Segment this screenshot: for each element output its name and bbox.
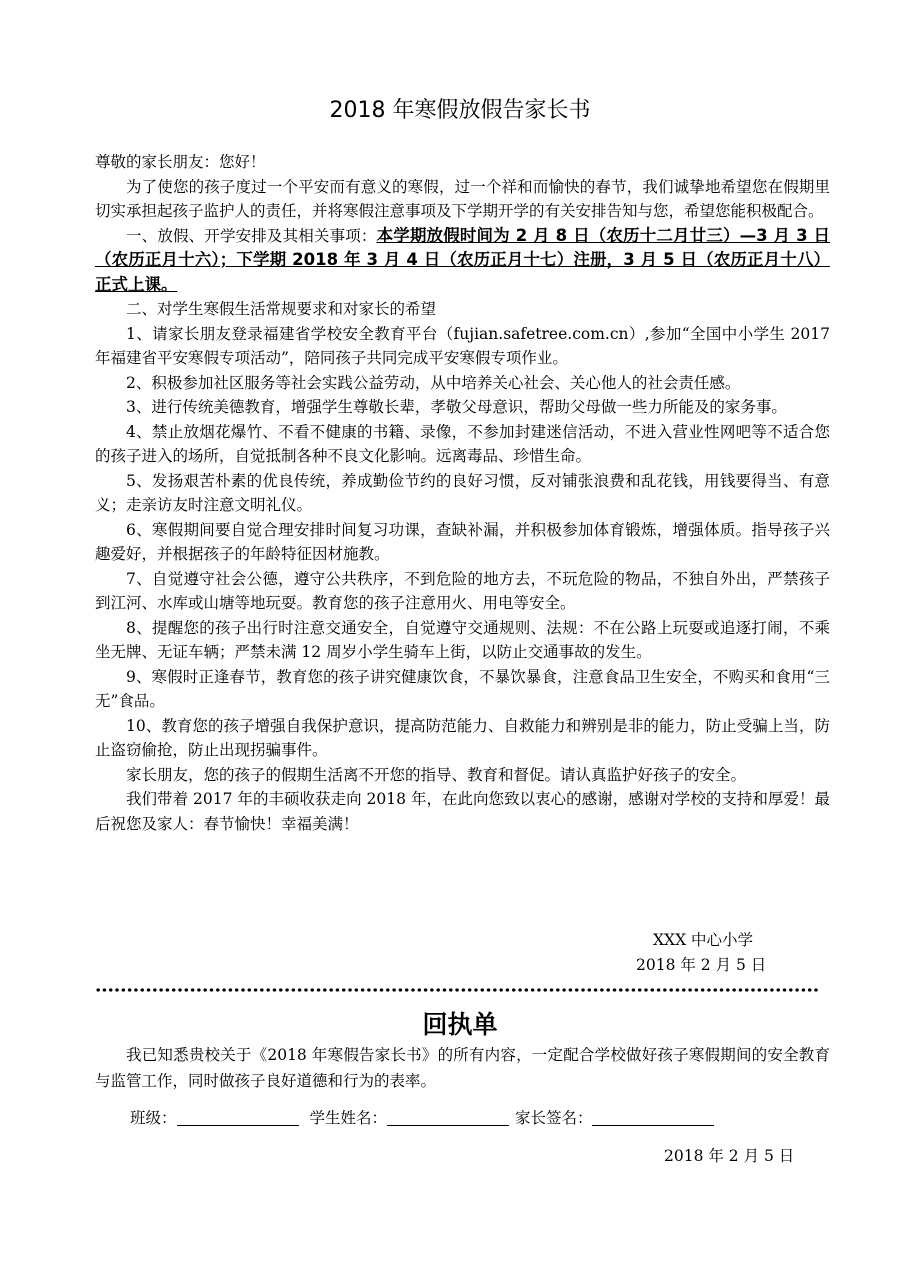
closing-paragraph: 家长朋友，您的孩子的假期生活离不开您的指导、教育和督促。请认真监护好孩子的安全。 (126, 765, 747, 784)
intro-paragraph: 为了使您的孩子度过一个平安而有意义的寒假，过一个祥和而愉快的春节，我们诚挚地希望您在假期里切实承担起孩子监护人的责任，并将寒假注意事项及下学期开学的有关安排告知与您，希望您能积极配合。 (95, 177, 830, 220)
receipt-paragraph: 我已知悉贵校关于《2018 年寒假告家长书》的所有内容，一定配合学校做好孩子寒假期间的安全教育与监管工作，同时做孩子良好道德和行为的表率。 (95, 1046, 830, 1090)
list-item: 4、禁止放烟花爆竹、不看不健康的书籍、录像，不参加封建迷信活动，不进入营业性网吧等不适合您的孩子进入的场所，自觉抵制各种不良文化影响。远离毒品、珍惜生命。 (95, 422, 830, 465)
closing-paragraph: 我们带着 2017 年的丰硕收获走向 2018 年，在此向您致以衷心的感谢，感谢对学校的支持和厚爱！最后祝您及家人：春节愉快！幸福美满！ (95, 790, 830, 833)
section-1-label: 一、放假、开学安排及其相关事项： (126, 226, 377, 245)
list-item: 2、积极参加社区服务等社会实践公益劳动，从中培养关心社会、关心他人的社会责任感。 (126, 373, 741, 392)
schedule-highlight: 本学期放假时间为 2 月 8 日（农历十二月廿三）—3 月 3 日（农历正月十六）；下学期 2018 年 3 月 4 日（农历正月十七）注册，3 月 5 日（农历正月十八）正式上课。 (95, 225, 830, 294)
receipt-text (95, 1042, 830, 1094)
receipt-title: 回执单 (422, 1010, 498, 1039)
student-name-blank-field[interactable] (387, 1107, 509, 1126)
receipt-date: 2018 年 2 月 5 日 (664, 1147, 795, 1165)
page-title: 2018 年寒假放假告家长书 (329, 98, 591, 123)
greeting: 尊敬的家长朋友：您好！ (95, 153, 266, 171)
letter-date: 2018 年 2 月 5 日 (636, 956, 767, 974)
class-label: 班级： (130, 1109, 177, 1127)
section-1 (95, 224, 830, 298)
list-item: 6、寒假期间要自觉合理安排时间复习功课，查缺补漏，并积极参加体育锻炼，增强体质。指导孩子兴趣爱好，并根据孩子的年龄特征因材施教。 (95, 520, 830, 563)
list-item: 1、请家长朋友登录福建省学校安全教育平台（fujian.safetree.com.cn）,参加“全国中小学生 2017 年福建省平安寒假专项活动”，陪同孩子共同完成平安寒假专项作业。 (95, 324, 830, 367)
class-blank-field[interactable] (177, 1107, 299, 1126)
list-item: 7、自觉遵守社会公德，遵守公共秩序，不到危险的地方去，不玩危险的物品，不独自外出，严禁孩子到江河、水库或山塘等地玩耍。教育您的孩子注意用火、用电等安全。 (95, 569, 830, 612)
list-item: 8、提醒您的孩子出行时注意交通安全，自觉遵守交通规则、法规：不在公路上玩耍或追逐打闹，不乘坐无牌、无证车辆；严禁未满 12 周岁小学生骑车上街，以防止交通事故的发生。 (95, 618, 830, 661)
letter-body (95, 150, 830, 836)
cut-line-divider (95, 987, 820, 993)
list-item: 10、教育您的孩子增强自我保护意识，提高防范能力、自救能力和辨别是非的能力，防止受骗上当，防止盗窃偷抢，防止出现拐骗事件。 (95, 716, 830, 759)
school-signature: XXX 中心小学 (653, 931, 754, 949)
list-item: 9、寒假时正逢春节，教育您的孩子讲究健康饮食，不暴饮暴食，注意食品卫生安全，不购买和食用“三无”食品。 (95, 667, 830, 710)
list-item: 5、发扬艰苦朴素的优良传统，养成勤俭节约的良好习惯，反对铺张浪费和乱花钱，用钱要得当、有意义；走亲访友时注意文明礼仪。 (95, 471, 830, 514)
student-name-label: 学生姓名： (309, 1109, 387, 1127)
parent-signature-blank-field[interactable] (592, 1107, 714, 1126)
receipt-fields (130, 1106, 720, 1130)
parent-signature-label: 家长签名： (514, 1109, 593, 1127)
section-2-heading: 二、对学生寒假生活常规要求和对家长的希望 (126, 300, 437, 318)
list-item: 3、进行传统美德教育，增强学生尊敬长辈，孝敬父母意识，帮助父母做一些力所能及的家务事。 (126, 398, 787, 416)
